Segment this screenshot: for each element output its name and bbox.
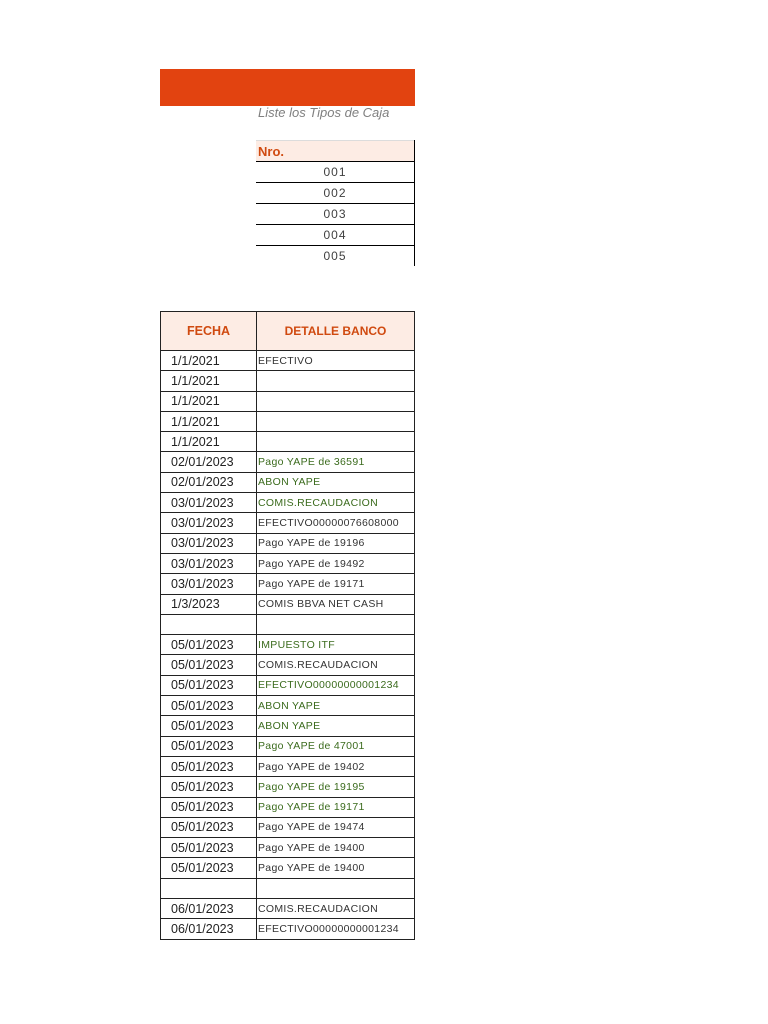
fecha-cell[interactable]: 06/01/2023 — [161, 899, 257, 919]
fecha-cell[interactable]: 02/01/2023 — [161, 452, 257, 472]
table-row — [161, 452, 415, 472]
table-row — [161, 351, 415, 371]
nro-header: Nro. — [256, 141, 415, 162]
fecha-cell[interactable]: 03/01/2023 — [161, 553, 257, 573]
fecha-cell[interactable]: 1/1/2021 — [161, 411, 257, 431]
table-row — [161, 675, 415, 695]
fecha-cell[interactable]: 03/01/2023 — [161, 493, 257, 513]
detalle-cell[interactable]: ABON YAPE — [257, 696, 415, 716]
table-row — [161, 655, 415, 675]
table-row — [161, 797, 415, 817]
table-row — [256, 183, 415, 204]
table-row — [161, 899, 415, 919]
table-row — [161, 513, 415, 533]
fecha-cell[interactable]: 05/01/2023 — [161, 797, 257, 817]
fecha-cell[interactable]: 1/1/2021 — [161, 351, 257, 371]
nro-cell[interactable]: 002 — [256, 183, 415, 204]
table-row — [161, 553, 415, 573]
table-row — [161, 736, 415, 756]
fecha-cell[interactable]: 05/01/2023 — [161, 635, 257, 655]
fecha-cell[interactable]: 1/3/2023 — [161, 594, 257, 614]
detalle-cell[interactable]: ABON YAPE — [257, 716, 415, 736]
detalle-cell[interactable]: COMIS BBVA NET CASH — [257, 594, 415, 614]
table-row — [161, 493, 415, 513]
table-row — [256, 225, 415, 246]
table-row — [161, 777, 415, 797]
nro-cell[interactable]: 004 — [256, 225, 415, 246]
table-row — [256, 246, 415, 267]
detalle-cell[interactable]: EFECTIVO00000000001234 — [257, 675, 415, 695]
detalle-cell[interactable]: Pago YAPE de 47001 — [257, 736, 415, 756]
fecha-cell[interactable]: 05/01/2023 — [161, 675, 257, 695]
detalle-cell[interactable]: EFECTIVO00000000001234 — [257, 919, 415, 939]
detalle-cell[interactable]: Pago YAPE de 19474 — [257, 817, 415, 837]
fecha-cell[interactable] — [161, 878, 257, 898]
table-row — [161, 696, 415, 716]
detalle-banco-header: DETALLE BANCO — [257, 312, 415, 351]
detalle-cell[interactable]: Pago YAPE de 19400 — [257, 858, 415, 878]
detalle-cell[interactable]: COMIS.RECAUDACION — [257, 493, 415, 513]
fecha-cell[interactable]: 05/01/2023 — [161, 858, 257, 878]
detalle-cell[interactable] — [257, 371, 415, 391]
detalle-cell[interactable] — [257, 878, 415, 898]
fecha-cell[interactable]: 05/01/2023 — [161, 696, 257, 716]
detalle-cell[interactable] — [257, 432, 415, 452]
detalle-cell[interactable]: Pago YAPE de 19402 — [257, 756, 415, 776]
detalle-cell[interactable]: Pago YAPE de 19195 — [257, 777, 415, 797]
table-row — [161, 716, 415, 736]
fecha-cell[interactable]: 1/1/2021 — [161, 391, 257, 411]
fecha-cell[interactable]: 06/01/2023 — [161, 919, 257, 939]
detalle-cell[interactable] — [257, 614, 415, 634]
nro-cell[interactable]: 005 — [256, 246, 415, 267]
header-banner — [160, 69, 415, 106]
fecha-cell[interactable]: 05/01/2023 — [161, 838, 257, 858]
detalle-cell[interactable]: COMIS.RECAUDACION — [257, 655, 415, 675]
detalle-cell[interactable]: Pago YAPE de 36591 — [257, 452, 415, 472]
detalle-cell[interactable]: Pago YAPE de 19492 — [257, 553, 415, 573]
detalle-cell[interactable]: IMPUESTO ITF — [257, 635, 415, 655]
fecha-cell[interactable]: 03/01/2023 — [161, 513, 257, 533]
detalle-cell[interactable] — [257, 411, 415, 431]
detalle-cell[interactable]: COMIS.RECAUDACION — [257, 899, 415, 919]
detalle-cell[interactable]: Pago YAPE de 19400 — [257, 838, 415, 858]
table-row — [161, 878, 415, 898]
table-row — [161, 614, 415, 634]
nro-cell[interactable]: 001 — [256, 162, 415, 183]
fecha-cell[interactable]: 02/01/2023 — [161, 472, 257, 492]
table-row — [161, 574, 415, 594]
table-row — [161, 391, 415, 411]
table-row — [161, 533, 415, 553]
detalle-cell[interactable]: Pago YAPE de 19196 — [257, 533, 415, 553]
fecha-cell[interactable]: 03/01/2023 — [161, 533, 257, 553]
fecha-cell[interactable]: 05/01/2023 — [161, 817, 257, 837]
fecha-cell[interactable]: 05/01/2023 — [161, 655, 257, 675]
table-row — [161, 756, 415, 776]
fecha-cell[interactable]: 05/01/2023 — [161, 716, 257, 736]
table-row — [256, 204, 415, 225]
table-row — [161, 635, 415, 655]
fecha-cell[interactable]: 05/01/2023 — [161, 756, 257, 776]
detalle-cell[interactable]: EFECTIVO — [257, 351, 415, 371]
table-row — [161, 858, 415, 878]
detalle-cell[interactable] — [257, 391, 415, 411]
detalle-cell[interactable]: ABON YAPE — [257, 472, 415, 492]
table-row — [161, 817, 415, 837]
movimientos-table — [160, 311, 415, 940]
table-row — [161, 472, 415, 492]
fecha-cell[interactable]: 1/1/2021 — [161, 371, 257, 391]
detalle-cell[interactable]: Pago YAPE de 19171 — [257, 797, 415, 817]
table-row — [161, 371, 415, 391]
fecha-header: FECHA — [161, 312, 257, 351]
table-row — [161, 919, 415, 939]
fecha-cell[interactable] — [161, 614, 257, 634]
fecha-cell[interactable]: 03/01/2023 — [161, 574, 257, 594]
fecha-cell[interactable]: 1/1/2021 — [161, 432, 257, 452]
tipos-caja-table — [256, 140, 415, 266]
table-row — [256, 162, 415, 183]
detalle-cell[interactable]: EFECTIVO00000076608000 — [257, 513, 415, 533]
table-row — [161, 838, 415, 858]
table-row — [161, 594, 415, 614]
fecha-cell[interactable]: 05/01/2023 — [161, 736, 257, 756]
fecha-cell[interactable]: 05/01/2023 — [161, 777, 257, 797]
nro-cell[interactable]: 003 — [256, 204, 415, 225]
tipos-caja-hint: Liste los Tipos de Caja — [258, 105, 390, 120]
table-row — [161, 432, 415, 452]
table-row — [161, 411, 415, 431]
detalle-cell[interactable]: Pago YAPE de 19171 — [257, 574, 415, 594]
